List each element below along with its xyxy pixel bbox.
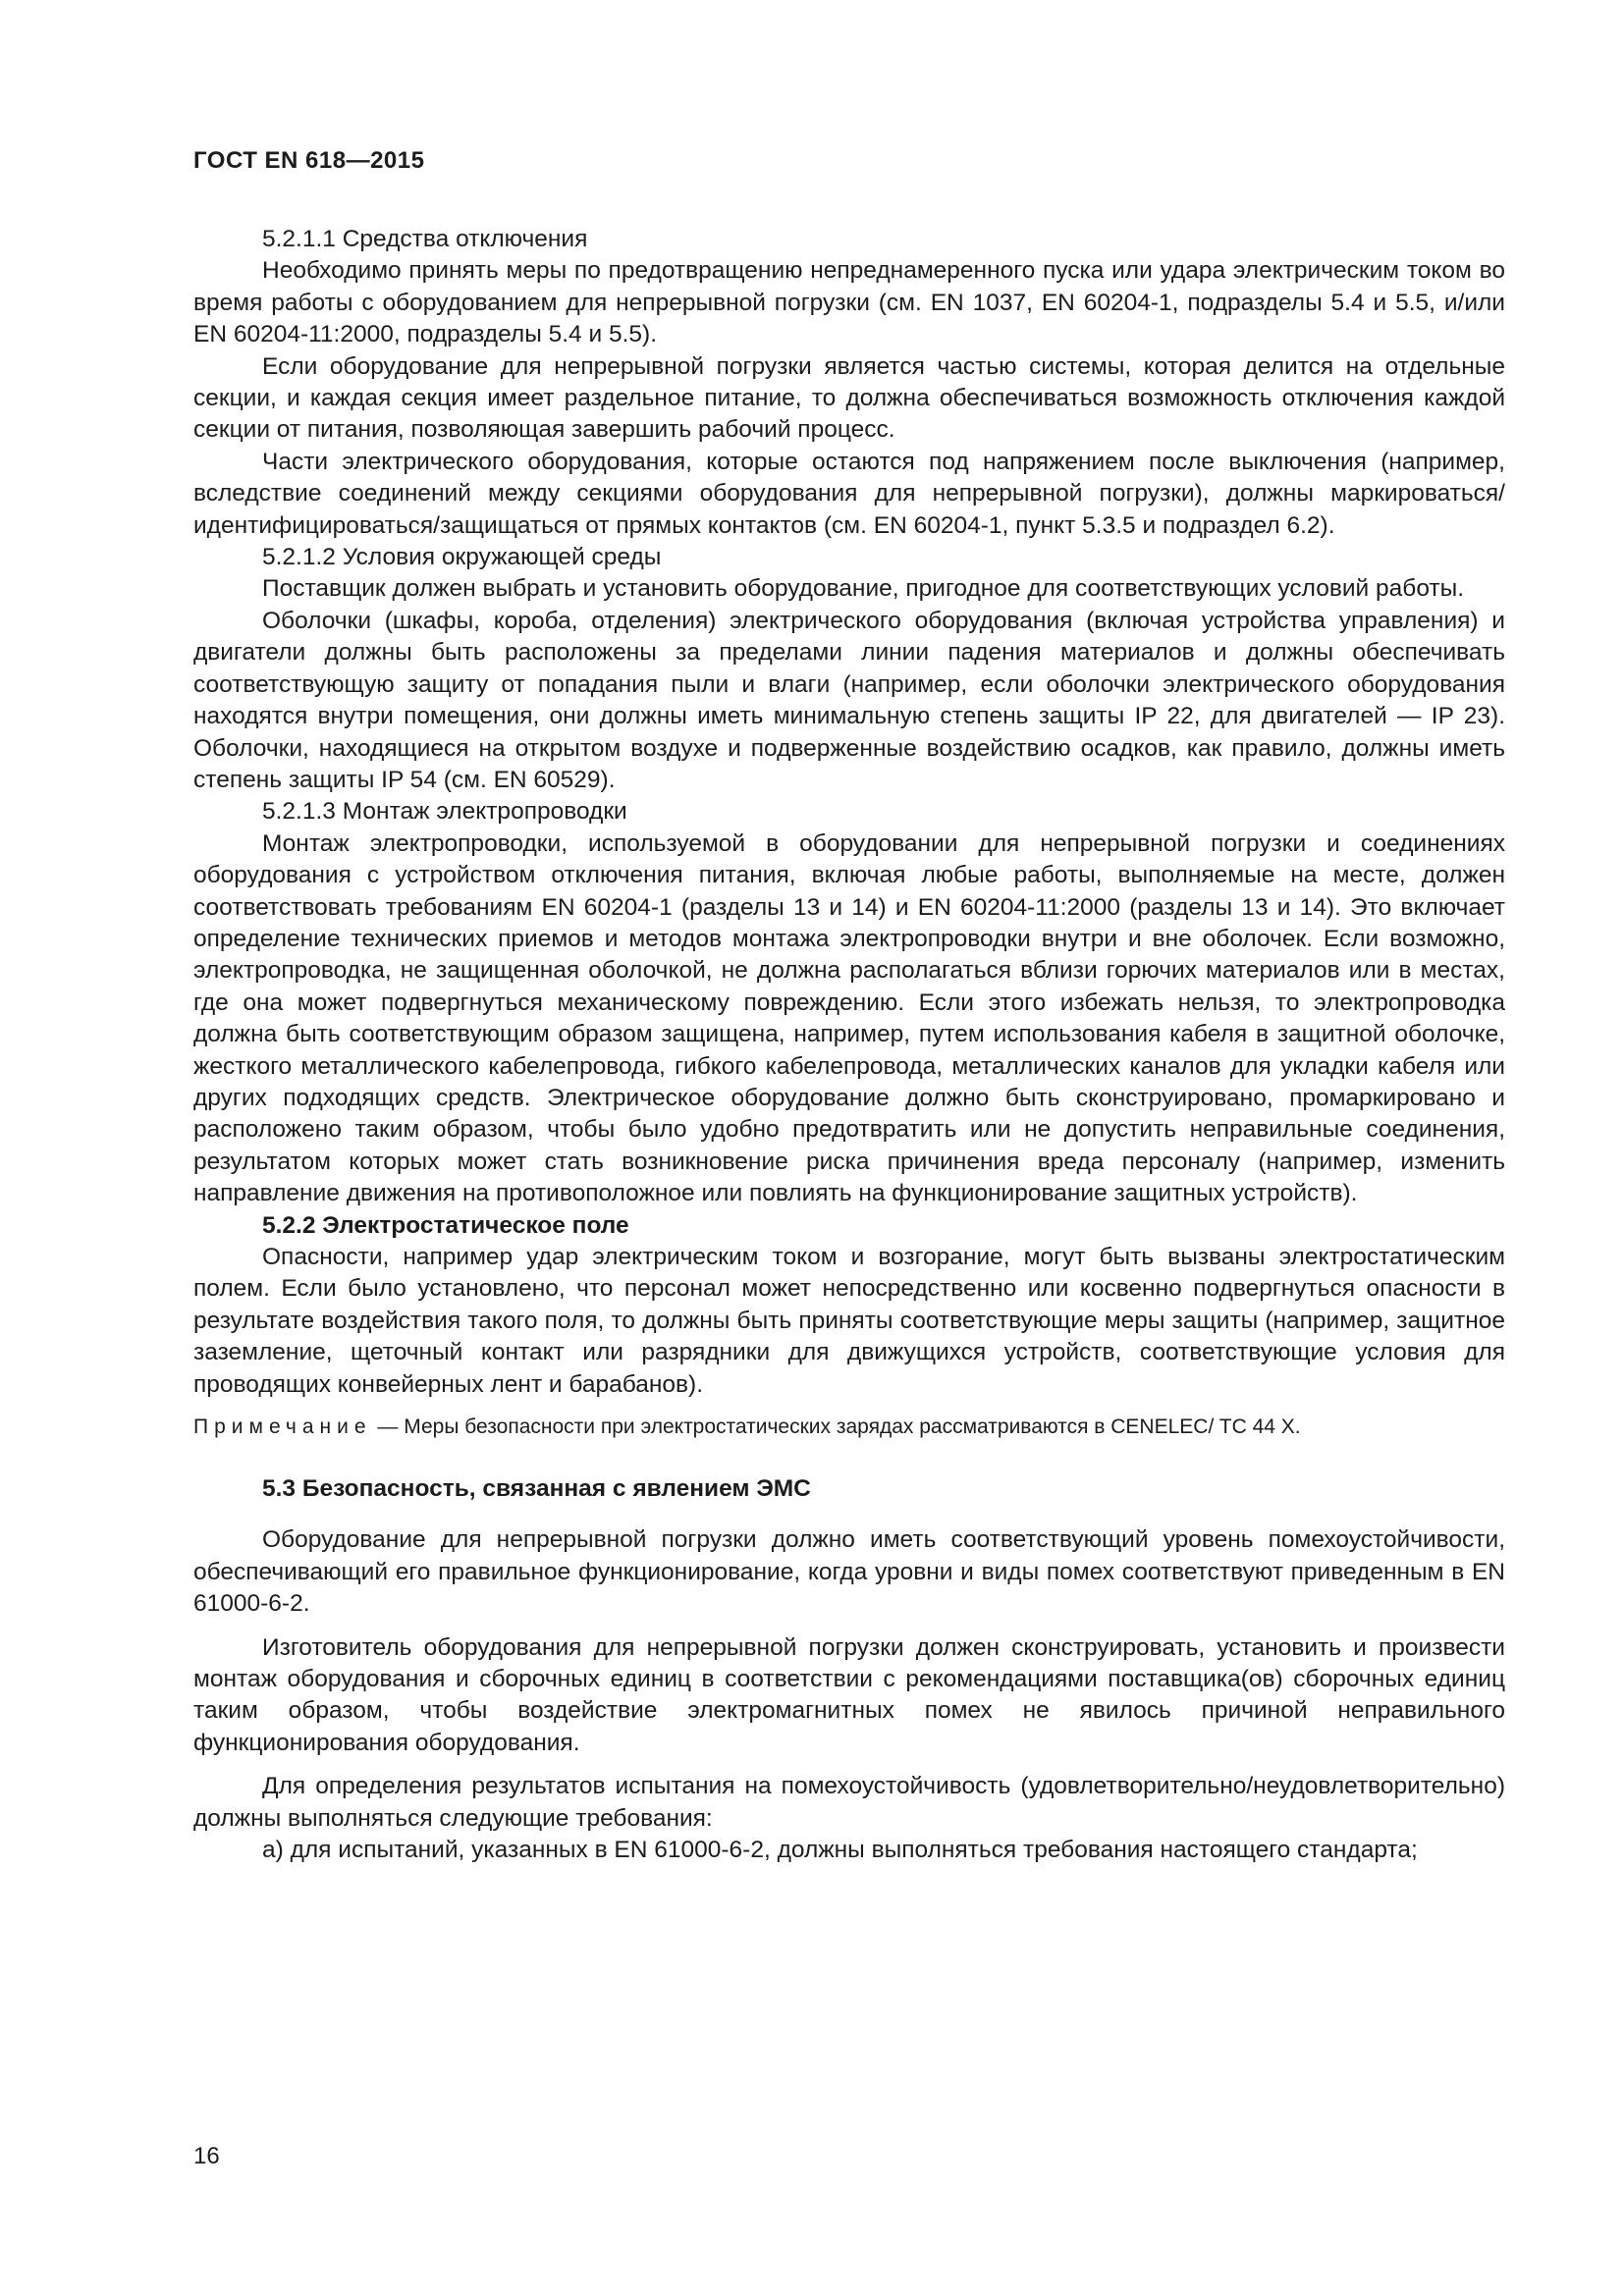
paragraph: Необходимо принять меры по предотвращению непреднамеренного пуска или удара электрическим током во время работы с оборудованием для непрерывной погрузки (см. EN 1037, EN 60204-1, подразделы 5.4 и 5.5, и/или EN 60204-11:2000, подразделы 5.4 и 5.5).: [193, 257, 1505, 348]
subsection-heading-5-2-1-1: 5.2.1.1 Средства отключения: [262, 226, 588, 252]
paragraph: Опасности, например удар электрическим током и возгорание, могут быть вызваны электростатическим полем. Если было установлено, что персонал может непосредственно или косвенно подвергнуться опасности в результате воздействия такого поля, то должны быть приняты соответствующие меры защиты (например, защитное заземление, щеточный контакт или разрядники для движущихся устройств, соответствующие условия для проводящих конвейерных лент и барабанов).: [193, 1244, 1505, 1398]
note-text: — Меры безопасности при электростатических зарядах рассматриваются в CENELEC/ TC 44 X.: [371, 1415, 1301, 1439]
paragraph: Оборудование для непрерывной погрузки должно иметь соответствующий уровень помехоустойчивости, обеспечивающий его правильное функционирование, когда уровни и виды помех соответствуют приведенным в EN 61000-6-2.: [193, 1526, 1505, 1618]
subsection-heading-5-2-2: 5.2.2 Электростатическое поле: [262, 1211, 629, 1239]
paragraph: Поставщик должен выбрать и установить оборудование, пригодное для соответствующих условий работы.: [262, 575, 1465, 603]
paragraph: Части электрического оборудования, которые остаются под напряжением после выключения (например, вследствие соединений между секциями оборудования для непрерывной погрузки), должны маркироваться/идентифицироваться/защищаться от прямых контактов (см. EN 60204-1, пункт 5.3.5 и подраздел 6.2).: [193, 448, 1505, 539]
paragraph: Оболочки (шкафы, короба, отделения) электрического оборудования (включая устройства управления) и двигатели должны быть расположены за пределами линии падения материалов и должны обеспечивать соответствующую защиту от попадания пыли и влаги (например, если оболочки электрического оборудования находятся внутри помещения, они должны иметь минимальную степень защиты IP 22, для двигателей — IP 23). Оболочки, находящиеся на открытом воздухе и подверженные воздействию осадков, как правило, должны иметь степень защиты IP 54 (см. EN 60529).: [193, 607, 1505, 793]
note-label: Примечание: [193, 1415, 372, 1439]
subsection-heading-5-2-1-3: 5.2.1.3 Монтаж электропроводки: [262, 798, 627, 826]
list-item: а) для испытаний, указанных в EN 61000-6-2, должны выполняться требования настоящего стандарта;: [262, 1837, 1418, 1864]
running-header: ГОСТ EN 618—2015: [193, 147, 425, 174]
subsection-heading-5-2-1-2: 5.2.1.2 Условия окружающей среды: [262, 544, 662, 571]
paragraph: Если оборудование для непрерывной погрузки является частью системы, которая делится на отдельные секции, и каждая секция имеет раздельное питание, то должна обеспечиваться возможность отключения каждой секции от питания, позволяющая завершить рабочий процесс.: [193, 352, 1505, 444]
paragraph: Для определения результатов испытания на помехоустойчивость (удовлетворительно/неудовлетворительно) должны выполняться следующие требования:: [193, 1773, 1505, 1832]
paragraph: Изготовитель оборудования для непрерывной погрузки должен сконструировать, установить и произвести монтаж оборудования и сборочных единиц в соответствии с рекомендациями поставщика(ов) сборочных единиц таким образом, чтобы воздействие электромагнитных помех не явилось причиной неправильного функционирования оборудования.: [193, 1633, 1505, 1756]
section-heading-5-3: 5.3 Безопасность, связанная с явлением ЭМС: [262, 1475, 811, 1503]
paragraph: Монтаж электропроводки, используемой в оборудовании для непрерывной погрузки и соединениях оборудования с устройством отключения питания, включая любые работы, выполняемые на месте, должен соответствовать требованиям EN 60204-1 (разделы 13 и 14) и EN 60204-11:2000 (разделы 13 и 14). Это включает определение технических приемов и методов монтажа электропроводки внутри и вне оболочек. Если возможно, электропроводка, не защищенная оболочкой, не должна располагаться вблизи горючих материалов или в местах, где она может подвергнуться механическому повреждению. Если этого избежать нельзя, то электропроводка должна быть соответствующим образом защищена, например, путем использования кабеля в защитной оболочке, жесткого металлического кабелепровода, гибкого кабелепровода, металлических каналов для укладки кабеля или других подходящих средств. Электрическое оборудование должно быть сконструировано, промаркировано и расположено таким образом, чтобы было удобно предотвратить или не допустить неправильные соединения, результатом которых может стать возникновение риска причинения вреда персоналу (например, изменить направление движения на противоположное или повлиять на функционирование защитных устройств).: [193, 829, 1505, 1207]
page-number: 16: [193, 2143, 220, 2169]
note: [193, 1413, 1505, 1442]
page-body: [193, 224, 1505, 1867]
